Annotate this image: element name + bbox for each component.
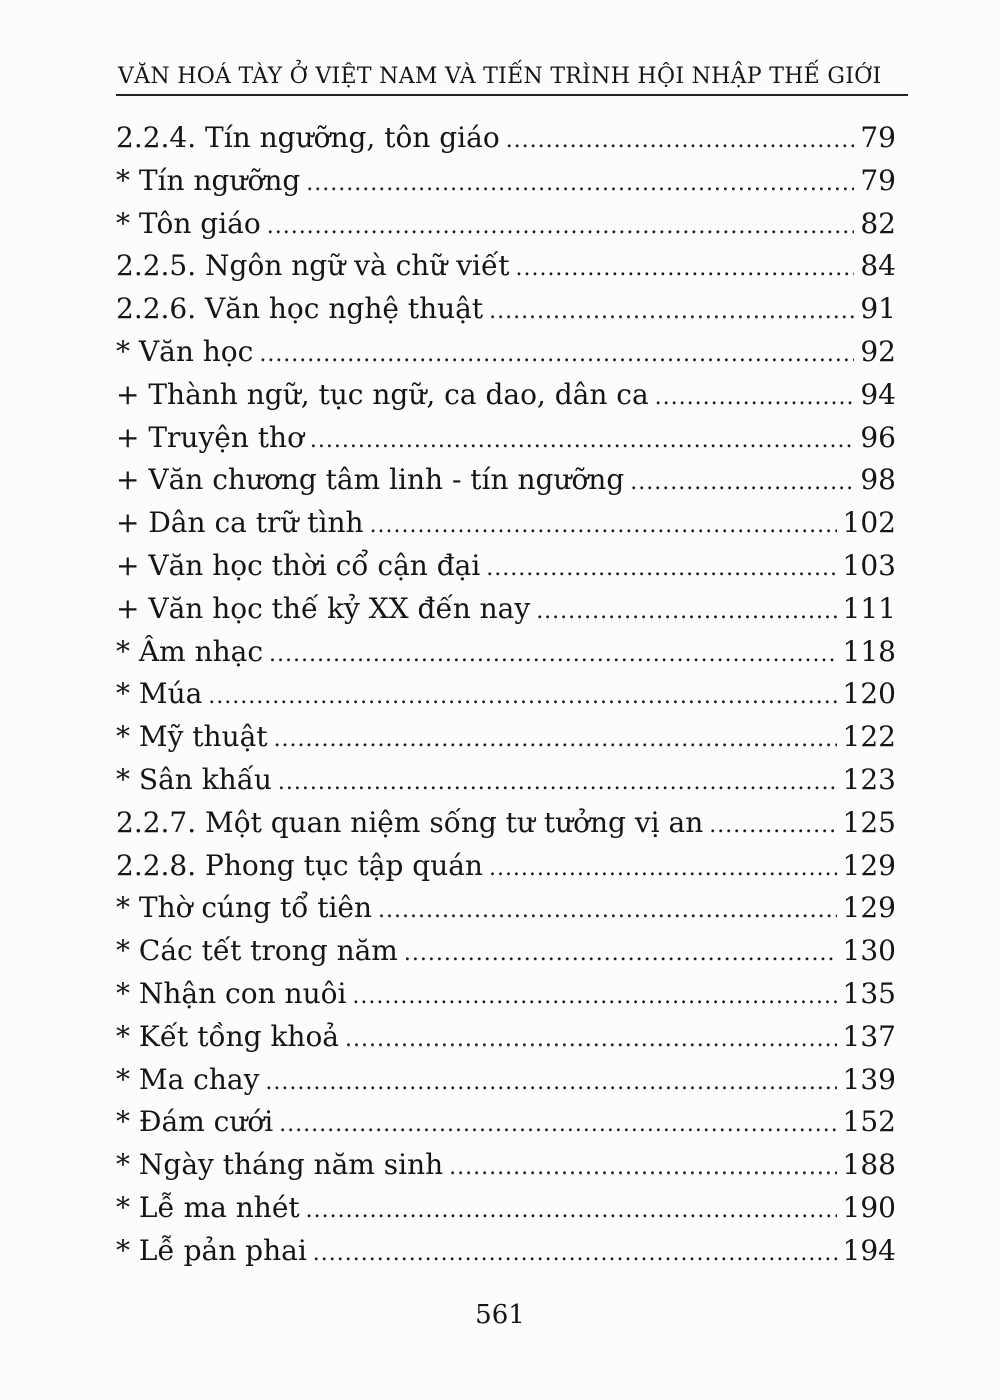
toc-entry-page: 135 bbox=[842, 976, 896, 1010]
toc-entry-page: 137 bbox=[842, 1019, 896, 1053]
toc-dot-leader bbox=[489, 299, 854, 324]
toc-entry bbox=[116, 806, 896, 849]
toc-dot-leader bbox=[265, 1070, 836, 1095]
toc-dot-leader bbox=[655, 385, 855, 410]
toc-entry bbox=[116, 378, 896, 421]
toc-dot-leader bbox=[489, 856, 837, 881]
toc-dot-leader bbox=[279, 1112, 836, 1137]
toc-entry-page: 96 bbox=[860, 420, 896, 454]
toc-entry bbox=[116, 1020, 896, 1063]
toc-entry-page: 118 bbox=[842, 634, 896, 668]
toc-entry bbox=[116, 207, 896, 250]
toc-entry-page: 82 bbox=[860, 206, 896, 240]
toc-entry-page: 98 bbox=[860, 463, 896, 497]
toc-entry-page: 194 bbox=[842, 1233, 896, 1267]
toc-dot-leader bbox=[269, 642, 837, 667]
toc-entry bbox=[116, 891, 896, 934]
toc-entry-label: + Truyện thơ bbox=[116, 420, 304, 454]
toc-entry bbox=[116, 1191, 896, 1234]
toc-entry-label: * Lễ pản phai bbox=[116, 1233, 307, 1267]
toc-entry-label: * Lễ ma nhét bbox=[116, 1190, 300, 1224]
toc-entry-label: 2.2.8. Phong tục tập quán bbox=[116, 848, 483, 882]
toc-entry bbox=[116, 292, 896, 335]
toc-entry bbox=[116, 164, 896, 207]
toc-entry bbox=[116, 677, 896, 720]
toc-entry-label: + Thành ngữ, tục ngữ, ca dao, dân ca bbox=[116, 377, 649, 411]
toc-entry bbox=[116, 592, 896, 635]
toc-entry bbox=[116, 1148, 896, 1191]
toc-entry-page: 92 bbox=[860, 334, 896, 368]
toc-dot-leader bbox=[310, 428, 854, 453]
toc-entry-label: * Ma chay bbox=[116, 1062, 260, 1096]
toc-entry-page: 125 bbox=[842, 805, 896, 839]
toc-entry-label: * Nhận con nuôi bbox=[116, 976, 347, 1010]
toc-dot-leader bbox=[378, 898, 837, 923]
toc-dot-leader bbox=[259, 342, 854, 367]
toc-entry-label: + Văn học thời cổ cận đại bbox=[116, 548, 481, 582]
toc-dot-leader bbox=[306, 1198, 837, 1223]
toc-entry-page: 111 bbox=[842, 591, 896, 625]
toc-entry-label: 2.2.4. Tín ngưỡng, tôn giáo bbox=[116, 121, 500, 154]
toc-entry-label: * Mỹ thuật bbox=[116, 720, 268, 754]
toc-dot-leader bbox=[306, 171, 854, 196]
toc-entry-page: 120 bbox=[842, 677, 896, 711]
toc-entry-page: 152 bbox=[842, 1105, 896, 1139]
toc-entry-label: * Âm nhạc bbox=[116, 634, 264, 668]
toc-entry-page: 190 bbox=[842, 1190, 896, 1224]
toc-dot-leader bbox=[370, 513, 837, 538]
toc-entry-label: 2.2.5. Ngôn ngữ và chữ viết bbox=[116, 249, 510, 283]
toc-dot-leader bbox=[515, 256, 854, 281]
toc-entry-label: * Ngày tháng năm sinh bbox=[116, 1148, 444, 1182]
toc-entry bbox=[116, 421, 896, 464]
toc-entry-label: + Dân ca trữ tình bbox=[116, 506, 364, 540]
toc-entry-label: * Kết tồng khoả bbox=[116, 1019, 339, 1053]
toc-dot-leader bbox=[630, 470, 854, 495]
toc-entry-page: 103 bbox=[842, 548, 896, 582]
toc-entry bbox=[116, 635, 896, 678]
toc-entry bbox=[116, 549, 896, 592]
toc-dot-leader bbox=[506, 128, 855, 153]
toc-entry bbox=[116, 121, 896, 164]
toc-entry-page: 129 bbox=[842, 848, 896, 882]
toc-entry-label: * Văn học bbox=[116, 334, 254, 368]
toc-entry bbox=[116, 763, 896, 806]
toc-entry-page: 122 bbox=[842, 720, 896, 754]
header-rule bbox=[116, 94, 908, 96]
toc-dot-leader bbox=[449, 1155, 836, 1180]
toc-entry bbox=[116, 1105, 896, 1148]
toc-entry bbox=[116, 506, 896, 549]
toc-entry bbox=[116, 1063, 896, 1106]
toc-entry bbox=[116, 849, 896, 892]
toc-entry-page: 102 bbox=[842, 506, 896, 540]
toc-entry-label: + Văn chương tâm linh - tín ngưỡng bbox=[116, 463, 625, 497]
toc-dot-leader bbox=[313, 1241, 837, 1266]
toc-dot-leader bbox=[536, 599, 836, 624]
toc-dot-leader bbox=[267, 214, 855, 239]
page-number: 561 bbox=[475, 1300, 525, 1330]
toc-entry-page: 79 bbox=[860, 163, 896, 197]
toc-entry bbox=[116, 335, 896, 378]
toc-entry bbox=[116, 934, 896, 977]
toc-entry bbox=[116, 1234, 896, 1277]
toc-dot-leader bbox=[404, 941, 837, 966]
toc-dot-leader bbox=[208, 684, 836, 709]
toc-dot-leader bbox=[278, 770, 837, 795]
toc-dot-leader bbox=[352, 984, 836, 1009]
toc-entry-label: * Các tết trong năm bbox=[116, 934, 398, 968]
toc-dot-leader bbox=[486, 556, 836, 581]
toc-entry-page: 188 bbox=[842, 1148, 896, 1182]
toc-entry-page: 129 bbox=[842, 891, 896, 925]
toc-entry-label: * Tín ngưỡng bbox=[116, 163, 301, 197]
toc-entry-label: * Đám cưới bbox=[116, 1105, 274, 1139]
toc-entry bbox=[116, 977, 896, 1020]
toc-dot-leader bbox=[709, 813, 836, 838]
toc-entry bbox=[116, 249, 896, 292]
toc-entry bbox=[116, 463, 896, 506]
toc-entry-page: 94 bbox=[860, 377, 896, 411]
toc-dot-leader bbox=[345, 1027, 837, 1052]
toc-entry-page: 130 bbox=[842, 934, 896, 968]
toc-entry-label: 2.2.7. Một quan niệm sống tư tưởng vị an bbox=[116, 805, 704, 839]
toc-entry-page: 123 bbox=[842, 762, 896, 796]
toc-dot-leader bbox=[274, 727, 837, 752]
toc-entry-page: 79 bbox=[860, 121, 896, 154]
toc-entry-label: * Tôn giáo bbox=[116, 206, 261, 240]
running-title: VĂN HOÁ TÀY Ở VIỆT NAM VÀ TIẾN TRÌNH HỘI NHẬP THẾ GIỚI bbox=[118, 64, 882, 89]
toc-entry-page: 139 bbox=[842, 1062, 896, 1096]
toc-entry-label: * Sân khấu bbox=[116, 762, 272, 796]
toc-entry-label: * Múa bbox=[116, 677, 203, 711]
toc-entry bbox=[116, 720, 896, 763]
toc-entry-label: + Văn học thế kỷ XX đến nay bbox=[116, 591, 531, 625]
toc-entry-page: 84 bbox=[860, 249, 896, 283]
toc-entry-label: 2.2.6. Văn học nghệ thuật bbox=[116, 292, 484, 326]
table-of-contents bbox=[116, 121, 896, 1277]
toc-entry-page: 91 bbox=[860, 292, 896, 326]
toc-entry-label: * Thờ cúng tổ tiên bbox=[116, 891, 373, 925]
